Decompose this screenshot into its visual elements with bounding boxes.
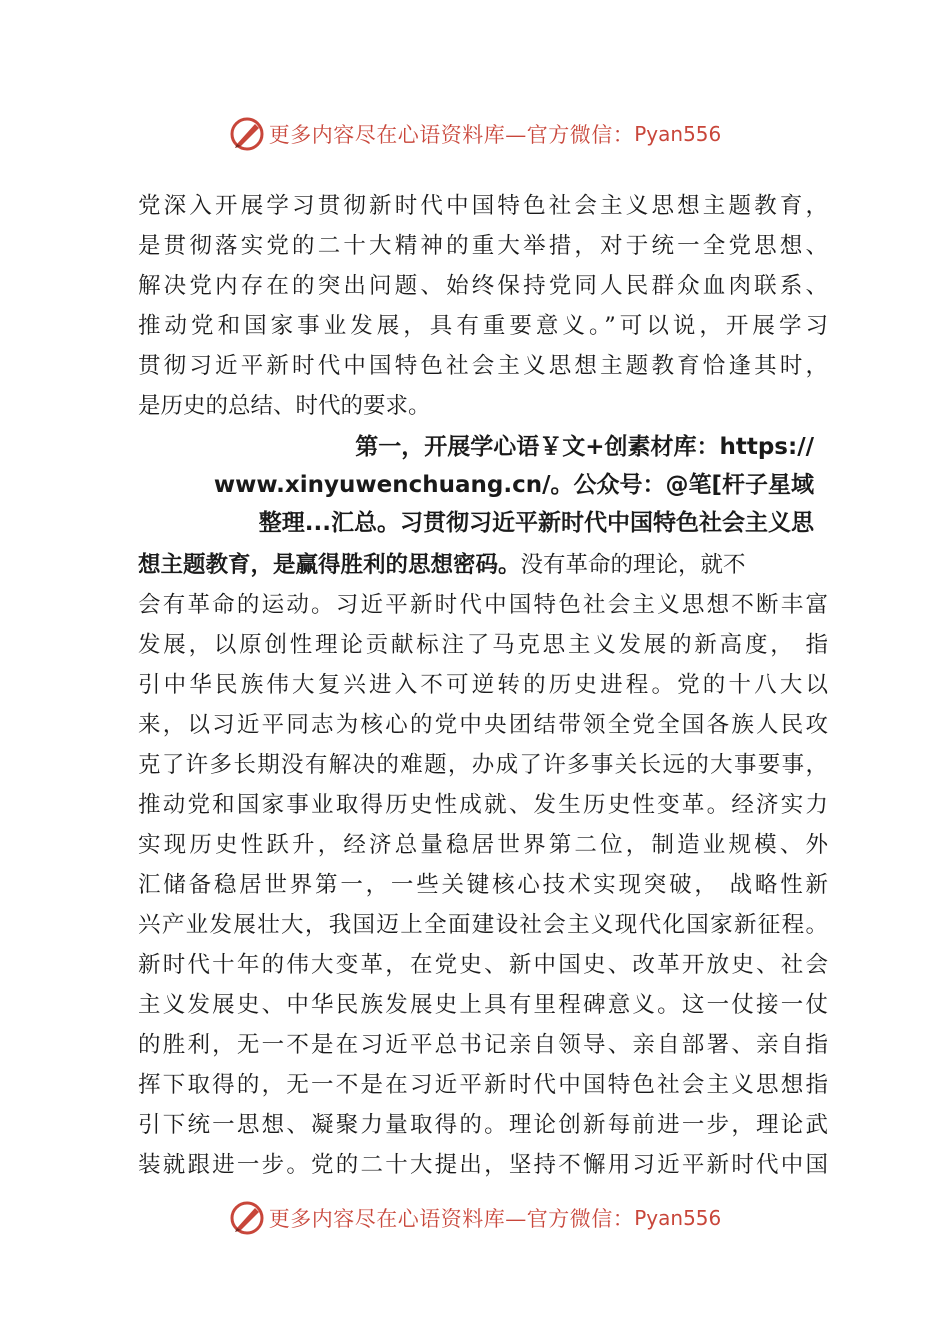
text-line: 引下统一思想、凝聚力量取得的。理论创新每前进一步，理论武: [138, 1112, 828, 1138]
text-line: 发展，以原创性理论贡献标注了马克思主义发展的新高度， 指: [138, 632, 828, 658]
banner-text: 更多内容尽在心语资料库—官方微信：: [268, 1207, 635, 1231]
footer-banner: [0, 1196, 950, 1240]
banner-wechat-id: Pyan556: [634, 1206, 722, 1230]
text-line: 党深入开展学习贯彻新时代中国特色社会主义思想主题教育，: [138, 193, 828, 219]
text-line: 主义发展史、中华民族发展史上具有里程碑意义。这一仗接一仗: [138, 992, 828, 1018]
header-banner: [0, 112, 950, 156]
text-line: 贯彻习近平新时代中国特色社会主义思想主题教育恰逢其时，: [138, 353, 828, 379]
text-line: 引中华民族伟大复兴进入不可逆转的历史进程。党的十八大以: [138, 672, 828, 698]
text-line: 的胜利，无一不是在习近平总书记亲自领导、亲自部署、亲自指: [138, 1032, 828, 1058]
text-line: 汇储备稳居世界第一，一些关键核心技术实现突破， 战略性新: [138, 872, 828, 898]
section-heading: [138, 428, 814, 542]
text-line: 新时代十年的伟大变革，在党史、新中国史、改革开放史、社会: [138, 952, 828, 978]
text-line: 推动党和国家事业取得历史性成就、发生历史性变革。经济实力: [138, 792, 828, 818]
lead-rest: 没有革命的理论，就不: [520, 552, 746, 578]
paragraph-1: [138, 186, 828, 426]
heading-line: www.xinyuwenchuang.cn/。公众号：@笔[杆子星域: [213, 472, 814, 498]
heading-line: 整理...汇总。习贯彻习近平新时代中国特色社会主义思: [258, 510, 814, 536]
paragraph-2: [138, 545, 828, 1185]
pen-logo-icon: [229, 1200, 265, 1236]
text-line: 兴产业发展壮大，我国迈上全面建设社会主义现代化国家新征程。: [138, 912, 828, 938]
text-line-first: [138, 545, 828, 585]
text-line: 是历史的总结、时代的要求。: [138, 393, 431, 419]
bold-lead: 想主题教育，是赢得胜利的思想密码。: [138, 552, 521, 578]
heading-line: 第一，开展学心语￥文+创素材库：https://: [355, 434, 814, 460]
text-line: 解决党内存在的突出问题、始终保持党同人民群众血肉联系、: [138, 273, 828, 299]
text-line: 来，以习近平同志为核心的党中央团结带领全党全国各族人民攻: [138, 712, 828, 738]
text-line: 装就跟进一步。党的二十大提出，坚持不懈用习近平新时代中国: [138, 1152, 828, 1178]
text-line: 是贯彻落实党的二十大精神的重大举措，对于统一全党思想、: [138, 233, 828, 259]
text-line: 实现历史性跃升，经济总量稳居世界第二位，制造业规模、外: [138, 832, 828, 858]
text-line: 挥下取得的，无一不是在习近平新时代中国特色社会主义思想指: [138, 1072, 828, 1098]
text-line: 推动党和国家事业发展，具有重要意义。”可以说，开展学习: [138, 313, 828, 339]
banner-text: 更多内容尽在心语资料库—官方微信：: [268, 123, 635, 147]
text-line: 克了许多长期没有解决的难题，办成了许多事关长远的大事要事，: [138, 752, 828, 778]
pen-logo-icon: [229, 116, 265, 152]
banner-wechat-id: Pyan556: [634, 122, 722, 146]
text-line: 会有革命的运动。习近平新时代中国特色社会主义思想不断丰富: [138, 592, 828, 618]
